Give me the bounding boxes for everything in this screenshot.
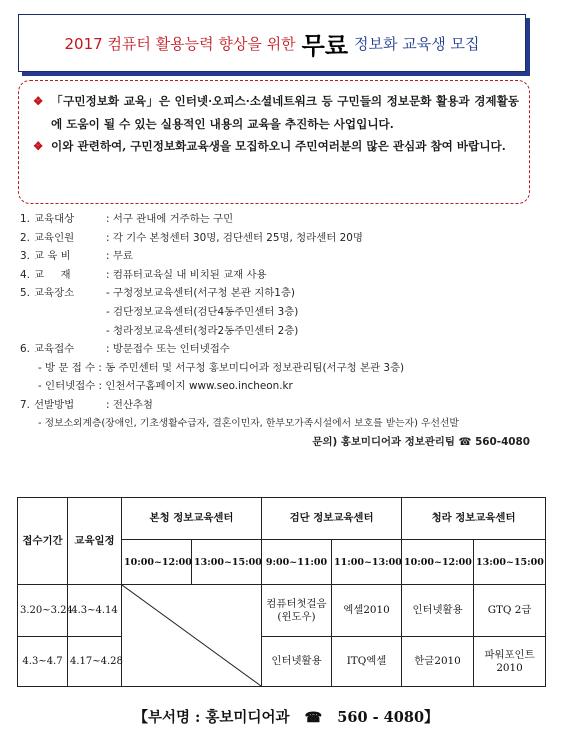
info-select: 7. 선발방법 : 전산추첨 (20, 398, 153, 411)
info-apply: 6. 교육접수 : 방문접수 또는 인터넷접수 (20, 343, 230, 356)
empty-slot (122, 585, 262, 687)
course-cell: 엑셀2010 (332, 585, 402, 637)
center-header: 검단 정보교육센터 (262, 498, 402, 540)
col-reception-header: 접수기간 (18, 498, 68, 585)
diagonal-line (122, 585, 261, 686)
info-target: 1. 교육대상 : 서구 관내에 거주하는 구민 (20, 213, 234, 225)
phone-icon: ☎ (304, 710, 323, 726)
time-slot: 13:00~15:00 (474, 540, 546, 585)
center-header: 청라 정보교육센터 (402, 498, 546, 540)
contact-line: 문의) 홍보미디어과 정보관리팀 ☎ 560-4080 (20, 433, 540, 452)
time-slot: 9:00~11:00 (262, 540, 332, 585)
reception-cell: 3.20~3.24 (18, 585, 68, 637)
course-cell: 파워포인트 2010 (474, 637, 546, 687)
info-place-line: - 청라정보교육센터(청라2동주민센터 2층) (106, 324, 299, 337)
course-cell: 인터넷활용 (262, 637, 332, 687)
notice-item (33, 90, 519, 135)
course-cell: 인터넷활용 (402, 585, 474, 637)
info-capacity: 2. 교육인원 : 각 기수 본청센터 30명, 검단센터 25명, 청라센터 20명 (20, 231, 363, 244)
schedule-table (17, 497, 546, 687)
info-fee: 3. 교 육 비 : 무료 (20, 250, 133, 263)
diamond-bullet-icon: ❖ (33, 94, 44, 108)
diamond-bullet-icon: ❖ (33, 139, 44, 153)
course-cell: 컴퓨터첫걸음 (윈도우) (262, 585, 332, 637)
notice-item (33, 135, 519, 158)
notice-text: 이와 관련하여, 구민정보화교육생을 모집하오니 주민여러분의 많은 관심과 참여 바랍니다. (51, 139, 506, 153)
course-cell: 한글2010 (402, 637, 474, 687)
info-material: 4. 교 재 : 컴퓨터교육실 내 비치된 교재 사용 (20, 268, 267, 281)
course-cell: GTQ 2급 (474, 585, 546, 637)
title-prefix: 2017 컴퓨터 활용능력 향상을 위한 (64, 34, 296, 53)
info-place-line: - 검단정보교육센터(검단4동주민센터 3층) (106, 305, 299, 318)
time-slot: 13:00~15:00 (192, 540, 262, 585)
time-slot: 11:00~13:00 (332, 540, 402, 585)
homepage-link: 인천서구홈페이지 www.seo.incheon.kr (105, 380, 293, 393)
period-cell: 4.17~4.28 (68, 637, 122, 687)
table-row (18, 637, 546, 687)
course-cell: ITQ엑셀 (332, 637, 402, 687)
notice-text: 「구민정보화 교육」은 인터넷·오피스·소셜네트워크 등 구민들의 정보문화 활용과 경제활동에 도움이 될 수 있는 실용적인 내용의 교육을 추진하는 사업입니다. (51, 94, 519, 131)
department-footer: 【부서명 : 홍보미디어과 ☎ 560 - 4080】 (133, 709, 439, 726)
info-apply-online: - 인터넷접수 : 인천서구홈페이지 www.seo.incheon.kr (20, 377, 540, 396)
info-apply-visit: - 방 문 접 수 : 동 주민센터 및 서구청 홍보미디어과 정보관리팀(서구청 본관 3층) (38, 361, 405, 374)
info-list (20, 210, 540, 452)
title-suffix: 정보화 교육생 모집 (354, 34, 480, 53)
reception-cell: 4.3~4.7 (18, 637, 68, 687)
center-header: 본청 정보교육센터 (122, 498, 262, 540)
time-slot: 10:00~12:00 (122, 540, 192, 585)
notice-box (18, 80, 530, 204)
col-period-header: 교육일정 (68, 498, 122, 585)
info-place: 5. 교육장소 - 구청정보교육센터(서구청 본관 지하1층) (20, 287, 295, 300)
title-free: 무료 (301, 31, 349, 60)
phone-icon: ☎ (458, 436, 472, 449)
poster-title (18, 14, 526, 72)
time-slot: 10:00~12:00 (402, 540, 474, 585)
info-select-note: - 정보소외계층(장애인, 기초생활수급자, 결혼이민자, 한부모가족시설에서 보호를 받는자) 우선선발 (38, 417, 459, 429)
table-row (18, 585, 546, 637)
period-cell: 4.3~4.14 (68, 585, 122, 637)
